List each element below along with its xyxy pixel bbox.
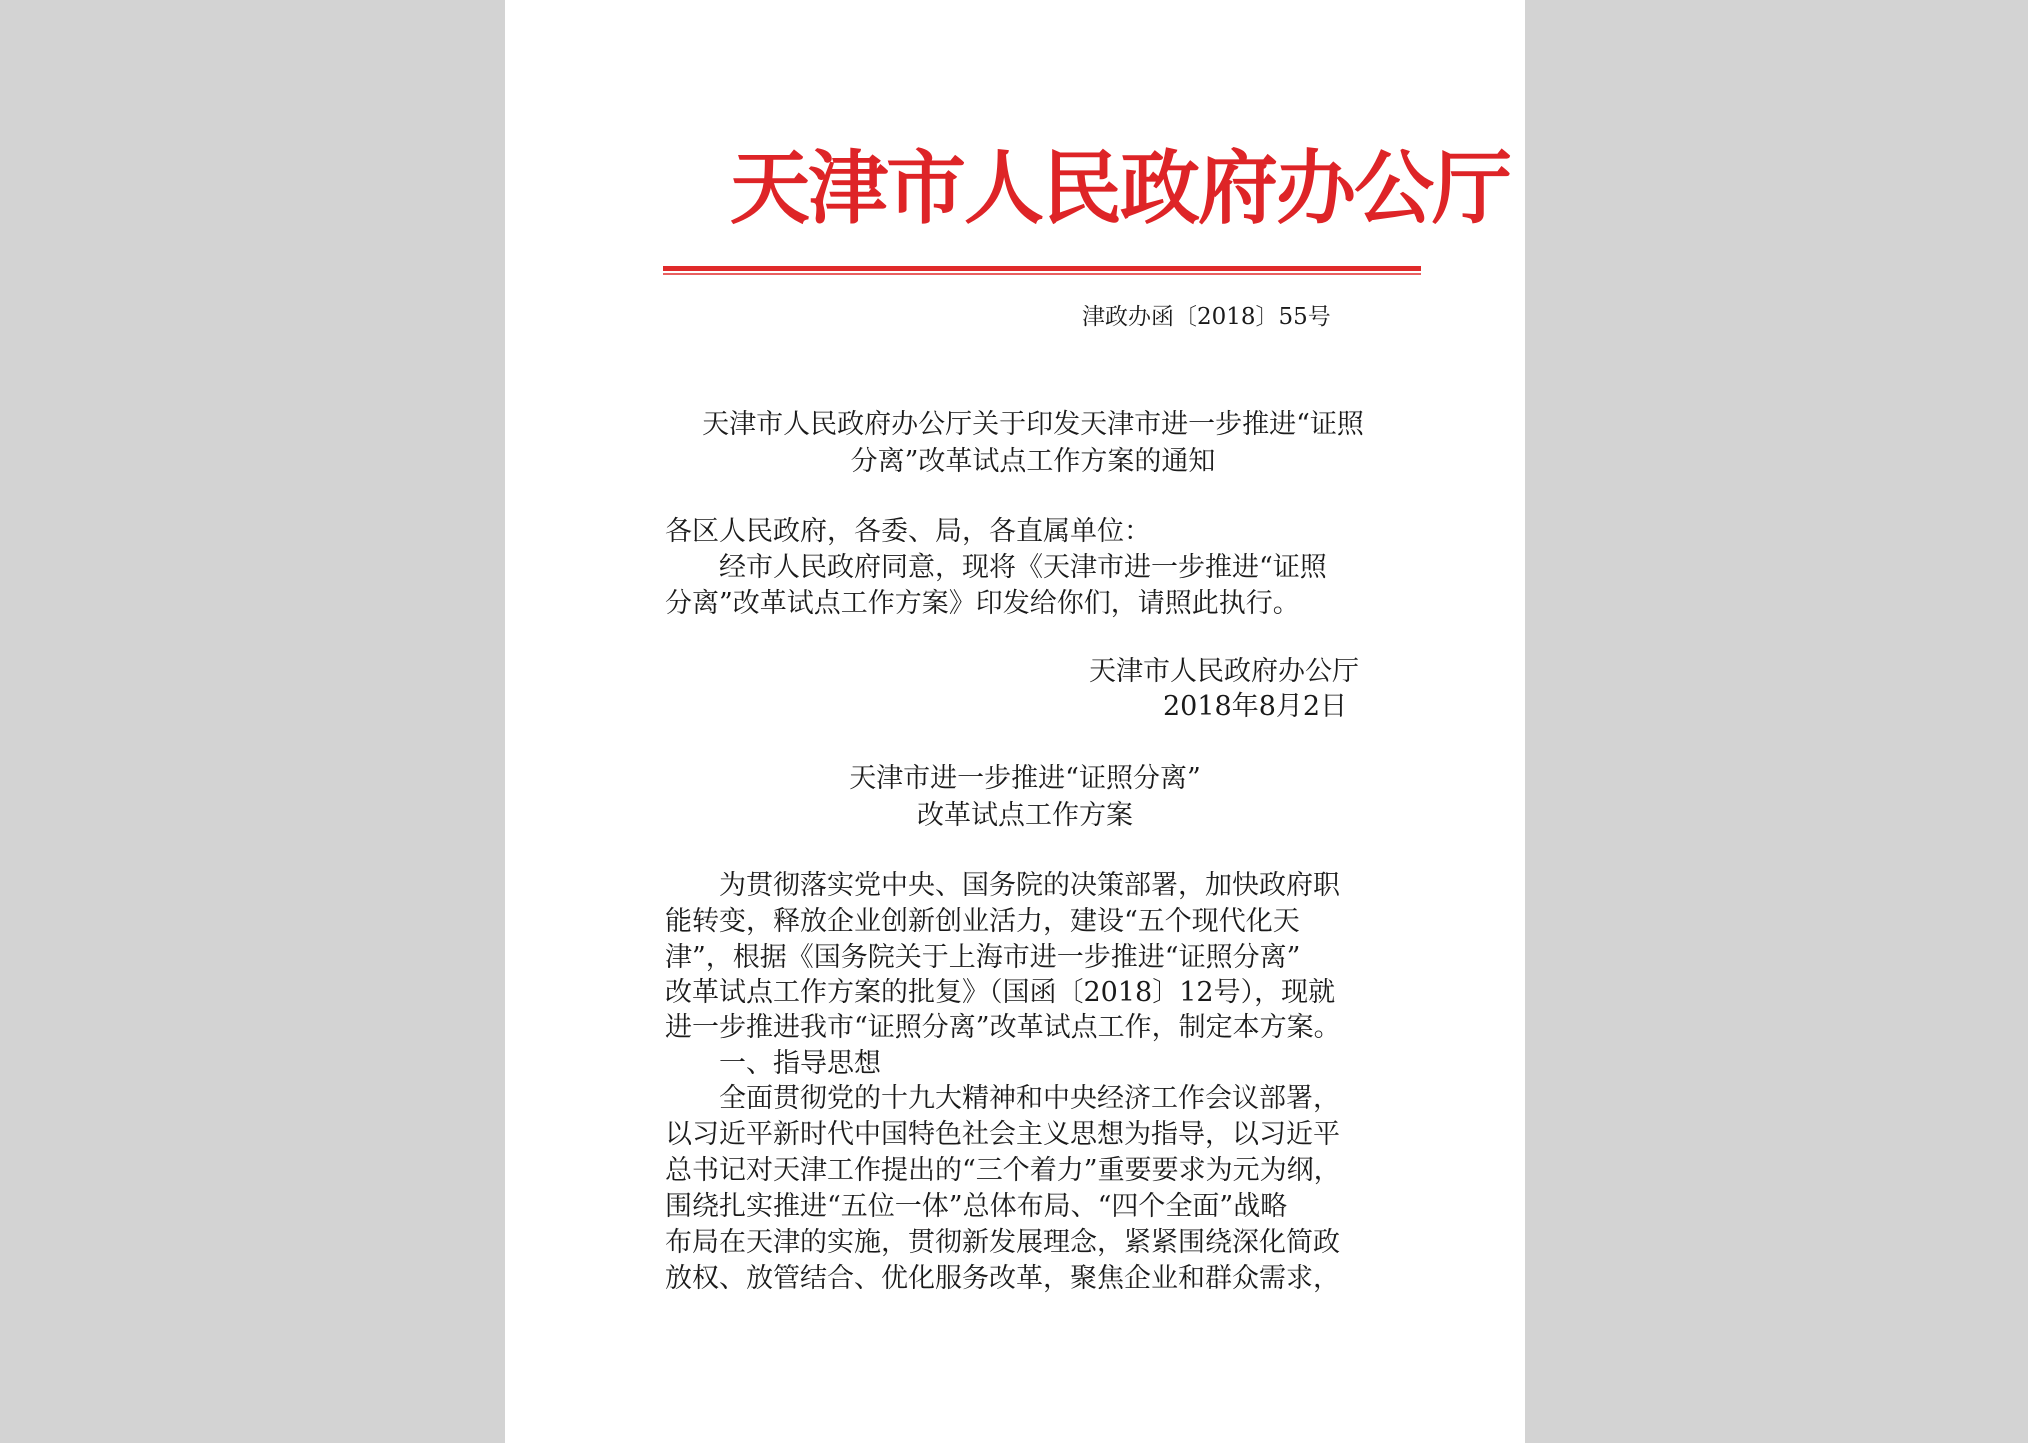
document-number: 津政办函〔2018〕55号 (1082, 304, 1331, 330)
issuing-org-title: 天津市人民政府办公厅 (730, 141, 1510, 235)
notice-body-line: 经市人民政府同意，现将《天津市进一步推进“证照 (719, 552, 1327, 583)
section-body-line: 布局在天津的实施，贯彻新发展理念，紧紧围绕深化简政 (665, 1227, 1340, 1258)
section-heading: 一、指导思想 (719, 1048, 881, 1079)
plan-intro-line: 津”，根据《国务院关于上海市进一步推进“证照分离” (665, 942, 1301, 973)
section-body-line: 总书记对天津工作提出的“三个着力”重要要求为元为纲， (665, 1155, 1341, 1186)
notice-body-line: 分离”改革试点工作方案》印发给你们，请照此执行。 (665, 588, 1300, 619)
plan-title-line: 改革试点工作方案 (917, 800, 1133, 831)
plan-intro-line: 改革试点工作方案的批复》（国函〔2018〕12号），现就 (665, 977, 1336, 1008)
plan-intro-line: 进一步推进我市“证照分离”改革试点工作，制定本方案。 (665, 1012, 1341, 1043)
document-page (505, 0, 1525, 1443)
section-body-line: 以习近平新时代中国特色社会主义思想为指导，以习近平 (665, 1119, 1340, 1150)
salutation: 各区人民政府，各委、局，各直属单位： (665, 516, 1151, 547)
section-body-line: 放权、放管结合、优化服务改革，聚焦企业和群众需求， (665, 1263, 1340, 1294)
section-body-line: 全面贯彻党的十九大精神和中央经济工作会议部署， (719, 1083, 1340, 1114)
signature-org: 天津市人民政府办公厅 (1089, 656, 1359, 687)
plan-title-line: 天津市进一步推进“证照分离” (849, 763, 1201, 794)
signature-date: 2018年8月2日 (1163, 691, 1348, 722)
notice-title (673, 406, 1393, 480)
section-body-line: 围绕扎实推进“五位一体”总体布局、“四个全面”战略 (665, 1191, 1288, 1222)
notice-title-line: 天津市人民政府办公厅关于印发天津市进一步推进“证照 (702, 409, 1364, 440)
plan-intro-line: 为贯彻落实党中央、国务院的决策部署，加快政府职 (719, 870, 1340, 901)
red-header-rule (663, 266, 1421, 271)
notice-title-line: 分离”改革试点工作方案的通知 (850, 446, 1216, 477)
red-header-rule-thin (663, 273, 1421, 275)
plan-intro-line: 能转变，释放企业创新创业活力，建设“五个现代化天 (665, 906, 1300, 937)
plan-title (730, 760, 1320, 834)
